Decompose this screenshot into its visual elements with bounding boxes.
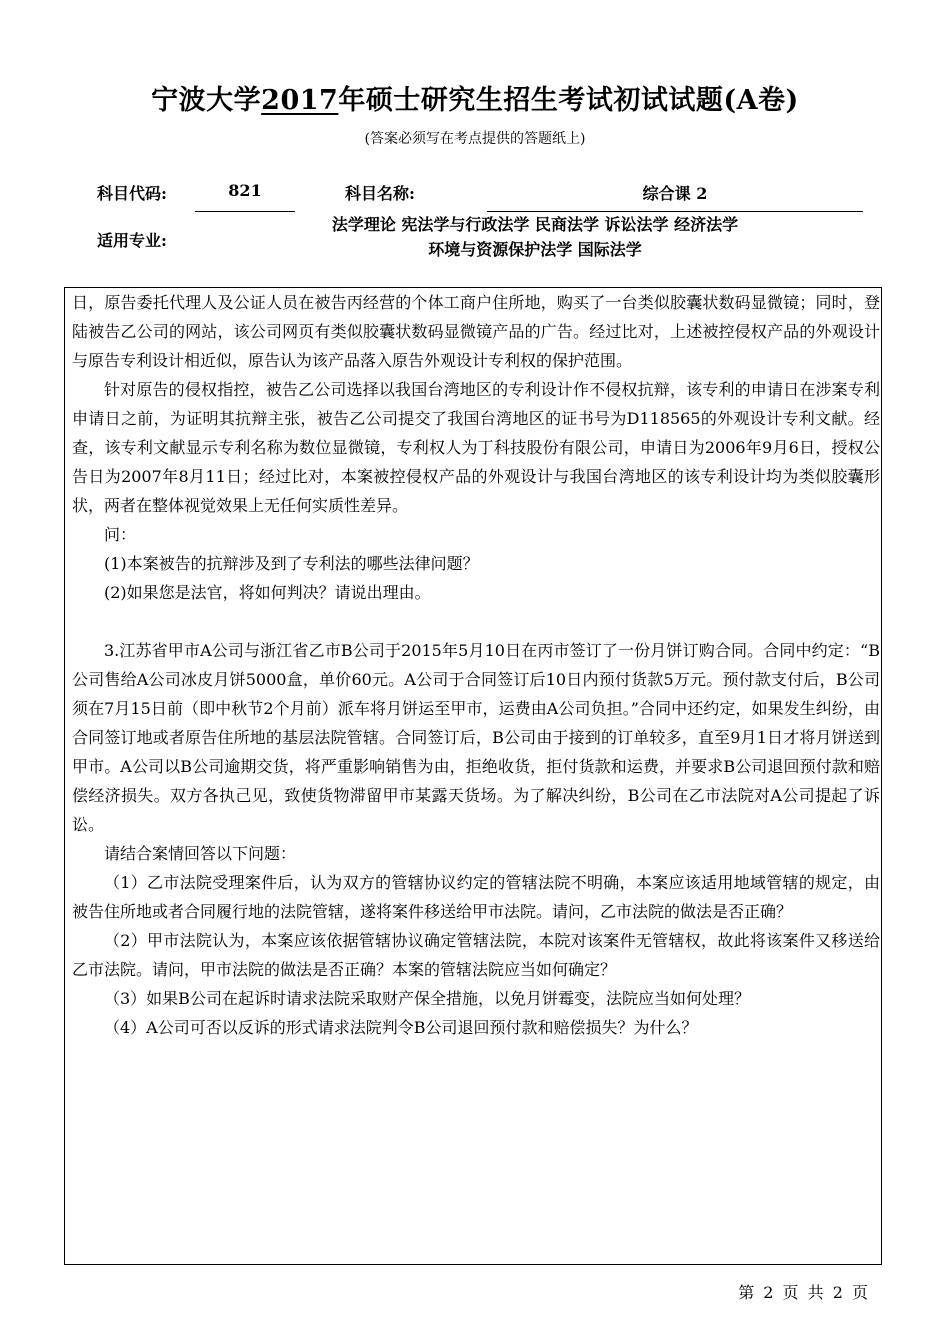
- page-number: 第 2 页 共 2 页: [738, 1283, 870, 1302]
- subject-name-label: 科目名称:: [345, 184, 415, 203]
- major-label: 适用专业:: [97, 231, 167, 250]
- subject-name-value: 综合课 2: [642, 184, 708, 203]
- question-content-box: [64, 287, 882, 1265]
- question-2-sub-1: (1)本案被告的抗辩涉及到了专利法的哪些法律问题？: [104, 554, 479, 573]
- subtitle: (答案必须写在考点提供的答题纸上): [364, 131, 586, 147]
- question-2-continued: 日，原告委托代理人及公证人员在被告丙经营的个体工商户住所地，购买了一台类似胶囊状数码显微镜；同时，登陆被告乙公司的网站，该公司网页有类似胶囊状数码显微镜产品的广告。经过比对，上述被控侵权产品的外观设计与原告专利设计相近似，原告认为该产品落入原告外观设计专利权的保护范围。: [72, 293, 880, 370]
- major-line-1: 法学理论 宪法学与行政法学 民商法学 诉讼法学 经济法学: [331, 215, 739, 234]
- question-3-sub-2: （2）甲市法院认为，本案应该依据管辖协议确定管辖法院，本院对该案件无管辖权，故此将该案件又移送给乙市法院。请问，甲市法院的做法是否正确？本案的管辖法院应当如何确定？: [72, 931, 880, 979]
- subject-name-underline: [487, 211, 863, 212]
- spacer: [72, 607, 880, 636]
- question-3-sub-1: （1）乙市法院受理案件后，认为双方的管辖协议约定的管辖法院不明确，本案应该适用地域管辖的规定，由被告住所地或者合同履行地的法院管辖，遂将案件移送给甲市法院。请问，乙市法院的做法是否正确？: [72, 873, 880, 921]
- page-title: [0, 78, 950, 117]
- question-3-sub-3: （3）如果B公司在起诉时请求法院采取财产保全措施，以免月饼霉变，法院应当如何处理？: [104, 989, 750, 1008]
- question-2-sub-2: (2)如果您是法官，将如何判决？请说出理由。: [104, 583, 431, 602]
- major-line-2: 环境与资源保护法学 国际法学: [428, 240, 642, 259]
- subject-code-value: 821: [228, 181, 262, 200]
- title-year: 2017: [261, 85, 339, 116]
- title-suffix: 年硕士研究生招生考试初试试题(A卷): [338, 85, 799, 116]
- question-2-paragraph-2: 针对原告的侵权指控，被告乙公司选择以我国台湾地区的专利设计作不侵权抗辩，该专利的申请日在涉案专利申请日之前，为证明其抗辩主张，被告乙公司提交了我国台湾地区的证书号为D118565的外观设计专利文献。经查，该专利文献显示专利名称为数位显微镜，专利权人为丁科技股份有限公司，申请日为2006年9月6日，授权公告日为2007年8月11日；经过比对，本案被控侵权产品的外观设计与我国台湾地区的该专利设计均为类似胶囊形状，两者在整体视觉效果上无任何实质性差异。: [72, 380, 880, 515]
- question-2-ask: 问：: [104, 525, 137, 544]
- title-prefix: 宁波大学: [151, 85, 262, 116]
- subject-code-label: 科目代码:: [97, 184, 167, 203]
- question-3-paragraph: 3.江苏省甲市A公司与浙江省乙市B公司于2015年5月10日在丙市签订了一份月饼订购合同。合同中约定：“B公司售给A公司冰皮月饼5000盒，单价60元。A公司于合同签订后10日内预付货款5万元。预付款支付后，B公司须在7月15日前（即中秋节2个月前）派车将月饼运至甲市，运费由A公司负担。”合同中还约定，如果发生纠纷，由合同签订地或者原告住所地的基层法院管辖。合同签订后，B公司由于接到的订单较多，直至9月1日才将月饼送到甲市。A公司以B公司逾期交货，将严重影响销售为由，拒绝收货，拒付货款和运费，并要求B公司退回预付款和赔偿经济损失。双方各执己见，致使货物滞留甲市某露天货场。为了解决纠纷，B公司在乙市法院对A公司提起了诉讼。: [72, 641, 880, 834]
- subject-code-underline: [195, 211, 295, 212]
- question-3-ask: 请结合案情回答以下问题：: [104, 844, 297, 863]
- question-3-sub-4: （4）A公司可否以反诉的形式请求法院判令B公司退回预付款和赔偿损失？为什么？: [104, 1018, 698, 1037]
